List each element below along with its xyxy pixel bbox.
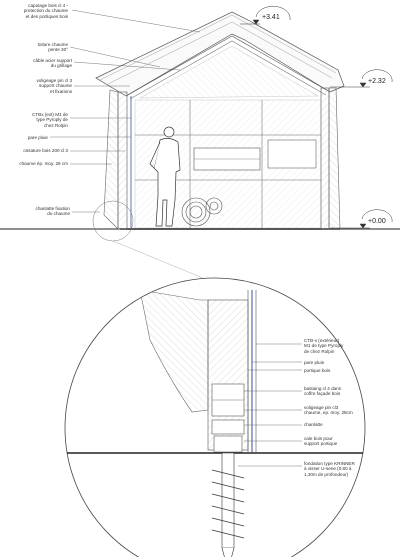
label-chaume-ep: chaume ép. moy. 28 cm <box>19 161 68 166</box>
detail-label-cale-bois: cale bois pour support portique <box>304 436 338 447</box>
detail-label-chanlatte: chanlatte <box>304 422 323 427</box>
label-capotage: capotage bois cl 4 - protection du chaume et des portiques bois <box>23 3 68 19</box>
label-pare-pluie: pare pluie <box>27 135 48 140</box>
label-toiture-chaume: toiture chaume pente 30° <box>37 42 68 53</box>
foundation-detail <box>60 278 380 557</box>
detail-label-pare-pluie: pare pluie <box>304 360 325 365</box>
detail-label-ctbx: CTB-x (extérieur) M1 de type Pyroply de chez Rolpin <box>304 338 344 354</box>
label-cable-acier: câble acier support du grillage <box>33 58 72 69</box>
elevation-top: +3.41 <box>262 14 280 21</box>
detail-label-fondation: fondation type KRINNER à visser U-serie (0.80 à 1,30m de profondeur) <box>304 461 355 477</box>
detail-connector <box>113 241 215 283</box>
label-chanlatte-fixation: chanlatte fixation du chaume <box>35 206 70 217</box>
label-ctbx: CTBx (ext) M1 de type Pyroply de chez Rolpin <box>32 112 68 128</box>
detail-label-voligeage: voligeage pin cl3 chaume, ep. moy. 28cm <box>304 405 353 416</box>
elevation-ground: +0.00 <box>368 218 386 225</box>
elevation-eave: +2.32 <box>368 78 386 85</box>
label-voligeage: voligeage pin cl 3 support chaume et fixations <box>36 78 72 94</box>
detail-label-portique: portique bois <box>304 368 331 373</box>
label-ossature: ossature bois 200 cl 3 <box>23 148 68 153</box>
detail-label-bastaing: bastaing cl 4 dans coffre façade bois <box>304 386 342 397</box>
